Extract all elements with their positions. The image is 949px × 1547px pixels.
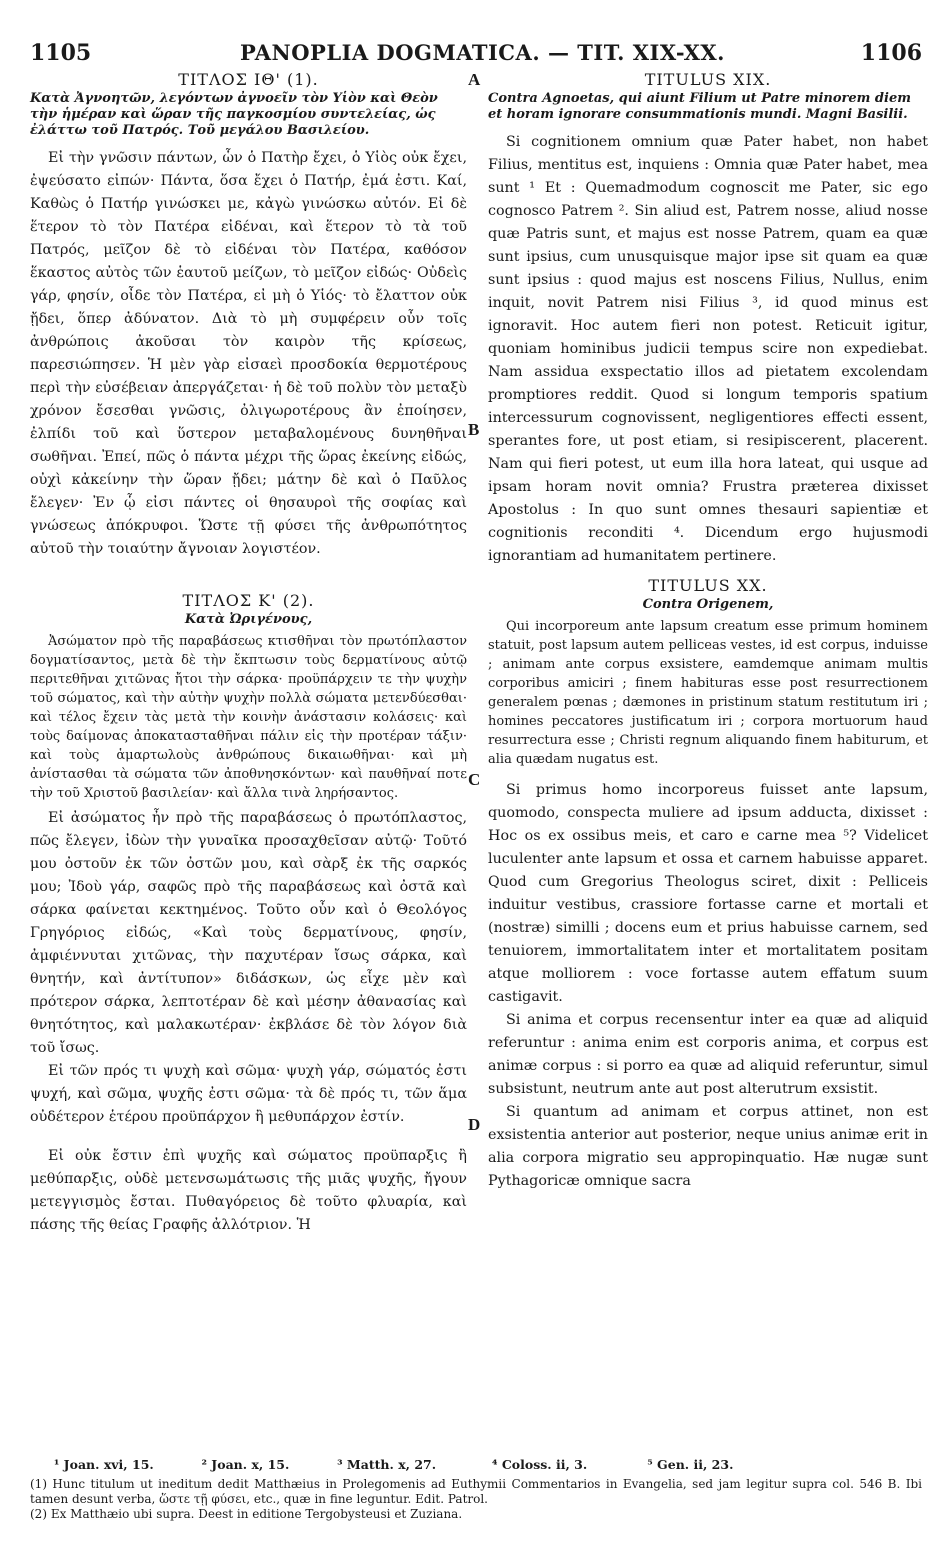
latin-paragraph-1: Si primus homo incorporeus fuisset ante lapsum, quomodo, conspecta muliere ad ipsum adducta, dixisset : Hoc os ex ossibus meis, et caro e carne mea ⁵? Videlicet luculenter ante lapsum et ossa et carnem habuisse apparet. Quod cum Gregorius Theologus sciret, dixit : Pelliceis induitur vestibus, crassiore fortasse carne et mortali et (nostræ) similli ; docens eum et prius habuisse carnem, sed tenuiorem, immortalitatem inter et mortalitatem positam atque molliorem : voce fortasse autem effatum suum castigavit. bbox=[488, 782, 928, 1005]
greek-paragraph-2: Εἰ τῶν πρός τι ψυχὴ καὶ σῶμα· ψυχὴ γάρ, σώματός ἐστι ψυχή, καὶ σῶμα, ψυχῆς ἐστι σῶμα· τὰ δὲ πρός τι, τῶν ἅμα οὐδέτερον ἑτέρου προϋπάρχον ἢ μεθυπάρχον ἐστίν. bbox=[30, 1063, 467, 1125]
latin-title-19-rubric: Contra Agnoetas, qui aiunt Filium ut Patre minorem diem et horam ignorare consummationis mundi. Magni Basilii. bbox=[488, 91, 911, 122]
latin-paragraph-2: Si anima et corpus recensentur inter ea quæ ad aliquid referuntur : anima enim est corporis anima, et corpus est animæ corpus : si porro ea quæ ad aliquid referuntur, simul subsistunt, neutrum ante aut post alterutrum exsistit. bbox=[488, 1012, 928, 1097]
scripture-ref: ¹ Joan. xvi, 15. bbox=[53, 1457, 154, 1472]
greek-title-20-summary: Ἀσώματον πρὸ τῆς παραβάσεως κτισθῆναι τὸν πρωτόπλαστον δογματίσαντος, μετὰ δὲ τὴν ἔκπτωσιν τοὺς δερματίνους αὐτῷ περιτεθῆναι χιτῶνας ἤτοι τὴν σάρκα· προϋπάρχειν τε τὴν ψυχὴν τοῦ σώματος, καὶ τὴν αὐτὴν ψυχὴν πολλὰ σώματα μετενδύεσθαι· καὶ τέλος ἔχειν τὰς μετὰ τὴν κοινὴν ἀνάστασιν κολάσεις· καὶ τοὺς δαίμονας ἀποκατασταθῆναι πάλιν εἰς τὴν προτέραν τάξιν· καὶ τοὺς ἁμαρτωλοὺς ἀνθρώπους δικαιωθῆναι· καὶ μὴ ἀνίστασθαι τὰ σώματα τῶν ἀποθνησκόντων· καὶ παυθῆναί ποτε τὴν τοῦ Χριστοῦ βασιλείαν· καὶ ἄλλα τινὰ ληρήσαντος. bbox=[30, 634, 467, 801]
greek-title-20-rubric: Κατὰ Ὠριγένους, bbox=[184, 612, 313, 627]
latin-title-20-rubric: Contra Origenem, bbox=[642, 597, 774, 612]
greek-title-19-text: Εἰ τὴν γνῶσιν πάντων, ὧν ὁ Πατὴρ ἔχει, ὁ Υἱὸς οὐκ ἔχει, ἐψεύσατο εἰπών· Πάντα, ὅσα ἔχει ὁ Πατήρ, ἐμά ἐστι. Καί, Καθὼς ὁ Πατήρ γινώσκει με, κἀγὼ γινώσκω αὐτόν. Εἰ δὲ ἕτερον τὸ τὸν Πατέρα εἰδέναι, καὶ ἕτερον τὸ τὰ τοῦ Πατρός, μεῖζον δὲ τὸ εἰδέναι τὸν Πατέρα, καθόσον ἕκαστος αὐτὸς τῶν ἑαυτοῦ μείζων, τὸ μεῖζον εἰδώς· Οὐδεὶς γάρ, φησίν, οἶδε τὸν Πατέρα, εἰ μὴ ὁ Υἱός· τὸ ἔλαττον οὐκ ᾔδει, ὅπερ ἀδύνατον. Διὰ τὸ μὴ συμφέρειν οὖν τοῖς ἀνθρώποις ἀκοῦσαι τὸν καιρὸν τῆς κρίσεως, παρεσιώπησεν. Ἡ μὲν γὰρ εἰσαεὶ προσδοκία θερμοτέρους περὶ τὴν εὐσέβειαν ἀπεργάζεται· ἡ δὲ τοῦ πολὺν τὸν μεταξὺ χρόνον ἔσεσθαι γνῶσις, ὀλιγωροτέρους ἂν ἐποίησεν, ἐλπίδι τοῦ καὶ ὕστερον μεταβαλομένους δυνηθῆναι σωθῆναι. Ἐπεί, πῶς ὁ πάντα μέχρι τῆς ὥρας ἐκείνης εἰδώς, οὐχὶ κἀκείνην τὴν ὥραν ᾔδει; μάτην δὲ καὶ ὁ Παῦλος ἔλεγεν· Ἐν ᾧ εἰσι πάντες οἱ θησαυροὶ τῆς σοφίας καὶ γνώσεως ἀπόκρυφοι. Ὥστε τῇ φύσει τῆς ἀνθρωπότητος αὐτοῦ τὴν τοιαύτην ἄγνοιαν λογιστέον. bbox=[30, 150, 467, 557]
margin-marker-b: B bbox=[468, 420, 480, 439]
latin-column bbox=[488, 68, 928, 1193]
greek-title-19-heading: ΤΙΤΛΟΣ ΙΘ' (1). bbox=[178, 70, 319, 89]
latin-title-20-summary: Qui incorporeum ante lapsum creatum esse primum hominem statuit, post lapsum autem pelliceas vestes, id est corpus, induisse ; animam ante corpus exsistere, eamdemque animam multis corporibus amiciri ; finem habituras esse post resurrectionem generalem pœnas ; dæmones in pristinum statum restitutum iri ; homines peccatores justificatum iri ; corpora mortuorum haud resurrectura esse ; Christi regnum aliquando finem habiturum, et alia quædam nugatus est. bbox=[488, 619, 928, 767]
latin-paragraph-3: Si quantum ad animam et corpus attinet, non est exsistentia anterior aut posterior, neque unius animæ erit in alia corpora migratio seu appropinquatio. Hæ nugæ sunt Pythagoricæ omnique sacra bbox=[488, 1104, 928, 1189]
greek-column bbox=[30, 68, 467, 1237]
greek-paragraph-3: Εἰ οὐκ ἔστιν ἐπὶ ψυχῆς καὶ σώματος προϋπαρξις ἢ μεθύπαρξις, οὐδὲ μετενσωμάτωσις τῆς μιᾶς ψυχῆς, ἤγουν μετεγγισμὸς ἔσται. Πυθαγόρειος δὲ τοῦτο φλυαρία, καὶ πάσης τῆς θείας Γραφῆς ἀλλότριον. Ἡ bbox=[30, 1148, 467, 1233]
scripture-ref: ³ Matth. x, 27. bbox=[337, 1457, 437, 1472]
greek-paragraph-1: Εἰ ἀσώματος ἦν πρὸ τῆς παραβάσεως ὁ πρωτόπλαστος, πῶς ἔλεγεν, ἰδὼν τὴν γυναῖκα προσαχθεῖσαν αὐτῷ· Τοῦτό μου ὀστοῦν ἐκ τῶν ὀστῶν μου, καὶ σὰρξ ἐκ τῆς σαρκός μου; Ἰδοὺ γάρ, σαφῶς πρὸ τῆς παραβάσεως καὶ ὀστᾶ καὶ σάρκα φαίνεται κεκτημένος. Τοῦτο οὖν καὶ ὁ Θεολόγος Γρηγόριος εἰδώς, «Καὶ τοὺς δερματίνους, φησίν, ἀμφιέννυται χιτῶνας, τὴν παχυτέραν ἴσως σάρκα, καὶ θνητήν, καὶ ἀντίτυπον» διδάσκων, ὡς εἶχε μὲν καὶ πρότερον σάρκα, λεπτοτέραν δὲ καὶ μέσην ἀθανασίας καὶ θνητότητος, καὶ μαλακωτέραν· ἐκβλάσε δὲ τὸν λόγον διὰ τοῦ ἴσως. bbox=[30, 810, 467, 1056]
latin-title-20-heading: TITULUS XX. bbox=[648, 576, 768, 595]
footnote-2: (2) Ex Matthæio ubi supra. Deest in editione Tergobysteusi et Zuziana. bbox=[30, 1507, 463, 1521]
scripture-ref: ⁴ Coloss. ii, 3. bbox=[492, 1457, 588, 1472]
page-number-left: 1105 bbox=[30, 40, 92, 66]
page-number-right: 1106 bbox=[860, 40, 922, 66]
footnote-1: (1) Hunc titulum ut ineditum dedit Matthæius in Prolegomenis ad Euthymii Commentarios in Evangelia, sed jam legitur supra col. 546 B. Ibi tamen desunt verba, ὥστε τῇ φύσει, etc., quæ in fine leguntur. Edit. Patrol. bbox=[30, 1477, 922, 1506]
footnotes bbox=[30, 1457, 922, 1522]
margin-marker-d: D bbox=[468, 1115, 481, 1134]
scripture-ref: ⁵ Gen. ii, 23. bbox=[647, 1457, 734, 1472]
latin-title-19-text: Si cognitionem omnium quæ Pater habet, non habet Filius, mentitus est, inquiens : Omnia quæ Pater habet, mea sunt ¹ Et : Quemadmodum cognoscit me Pater, sic ego cognosco Patrem ². Sin aliud est, Patrem nosse, aliud nosse quæ Patris sunt, et majus est nosse Patrem, quam ea quæ sunt ipsius, cum unusquisque major ipse sit quam ea quæ sunt ipsius : quod majus est noscens Filius, Nullus, enim inquit, novit Patrem nisi Filius ³, id quod minus est ignoravit. Hoc autem fieri non potest. Reticuit igitur, quoniam hominibus judicii tempus scire non expediebat. Nam assidua exspectatio illos ad pietatem excolendam promptiores reddit. Quod si longum temporis spatium intercessurum cognovissent, negligentiores effecti essent, sperantes fore, ut post etiam, si resipiscerent, placerent. Nam qui fieri potest, ut eum illa hora lateat, qui usque ad ipsam horam novit omnia? Frustra præterea dixisset Apostolus : In quo sunt omnes thesauri sapientiæ et cognitionis reconditi ⁴. Dicendum ergo hujusmodi ignorantiam ad humanitatem pertinere. bbox=[488, 134, 928, 564]
latin-title-19-heading: TITULUS XIX. bbox=[644, 70, 772, 89]
greek-title-19-rubric: Κατὰ Ἀγνοητῶν, λεγόντων ἀγνοεῖν τὸν Υἱὸν καὶ Θεὸν τὴν ἡμέραν καὶ ὥραν τῆς παγκοσμίου συντελείας, ὡς ἐλάττω τοῦ Πατρός. Τοῦ μεγάλου Βασιλείου. bbox=[30, 91, 438, 138]
scripture-references bbox=[30, 1457, 922, 1473]
running-header bbox=[30, 40, 922, 70]
margin-marker-a: A bbox=[468, 70, 481, 89]
running-title: PANOPLIA DOGMATICA. — TIT. XIX-XX. bbox=[240, 40, 725, 65]
margin-marker-c: C bbox=[468, 770, 481, 789]
greek-title-20-heading: ΤΙΤΛΟΣ Κ' (2). bbox=[182, 591, 315, 610]
scripture-ref: ² Joan. x, 15. bbox=[201, 1457, 290, 1472]
